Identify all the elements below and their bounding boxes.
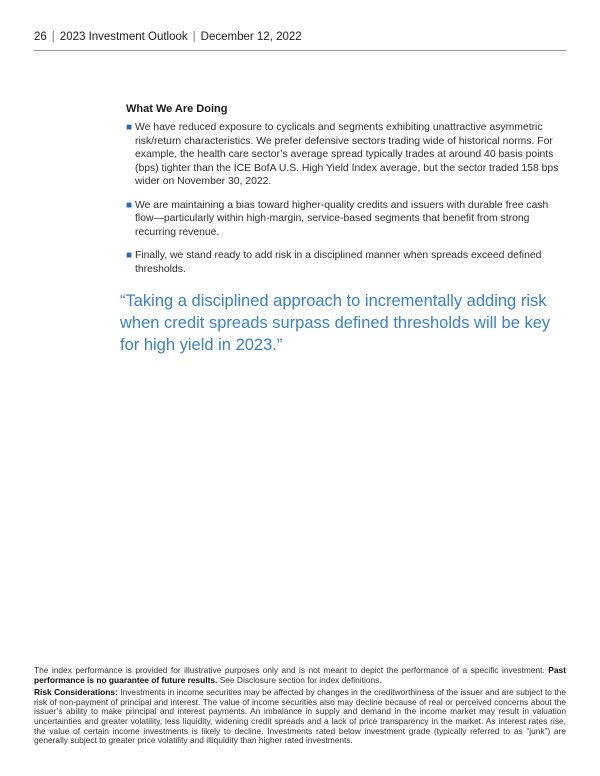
bullet-icon: ■ [126, 122, 133, 133]
section-title: What We Are Doing [126, 103, 228, 115]
bullet-icon: ■ [126, 250, 133, 261]
page-number: 26 [34, 31, 47, 43]
index-note-text: The index performance is provided for illustrative purposes only and is not meant to depict the performance of a specific investment. [34, 665, 545, 675]
bullet-text: We have reduced exposure to cyclicals and segments exhibiting unattractive asymmetric risk/return characteristics. We prefer defensive sectors trading wide of historical norms. For example, the health care sector’s average spread typically trades at around 40 basis points (bps) tighter than the ICE BofA U.S. High Yield Index average, but the sector traded 158 bps wider on November 30, 2022. [135, 122, 559, 187]
page-header [34, 31, 574, 43]
risk-considerations [34, 688, 566, 746]
report-date: December 12, 2022 [200, 31, 302, 43]
list-item [126, 121, 566, 189]
risk-text: Investments in income securities may be affected by changes in the creditworthiness of the issuer and are subject to the risk of non-payment of principal and interest. The value of income securities also may decline because of real or perceived concerns about the issuer’s ability to make principal and interest payments. An imbalance in supply and demand in the income market may result in valuation uncertainties and greater volatility, less liquidity, widening credit spreads and a lack of price transparency in the market. As interest rates rise, the value of certain income investments is likely to decline. Investments rated below investment grade (typically referred to as “junk”) are generally subject to greater price volatility and illiquidity than higher rated investments. [34, 687, 566, 746]
pull-quote: “Taking a disciplined approach to incrementally adding risk when credit spreads surpass defined thresholds will be key for high yield in 2023.” [120, 292, 551, 354]
risk-label: Risk Considerations: [34, 687, 118, 698]
footer-disclosure [34, 666, 566, 749]
list-item [126, 199, 566, 240]
header-separator: | [192, 31, 196, 43]
bullet-list [126, 121, 566, 276]
index-note-bold: Past performance is no guarantee of future results. [34, 665, 566, 685]
report-title: 2023 Investment Outlook [59, 31, 188, 43]
header-rule [34, 50, 566, 51]
header-separator: | [51, 31, 55, 43]
main-content [126, 103, 566, 286]
index-note [34, 666, 566, 685]
list-item [126, 249, 566, 276]
bullet-text: We are maintaining a bias toward higher-quality credits and issuers with durable free cash flow—particularly within high-margin, service-based segments that benefit from strong recurring revenue. [135, 199, 549, 238]
bullet-text: Finally, we stand ready to add risk in a disciplined manner when spreads exceed defined thresholds. [135, 250, 542, 275]
bullet-icon: ■ [126, 199, 133, 211]
index-note-tail: See Disclosure section for index definitions. [219, 674, 382, 685]
